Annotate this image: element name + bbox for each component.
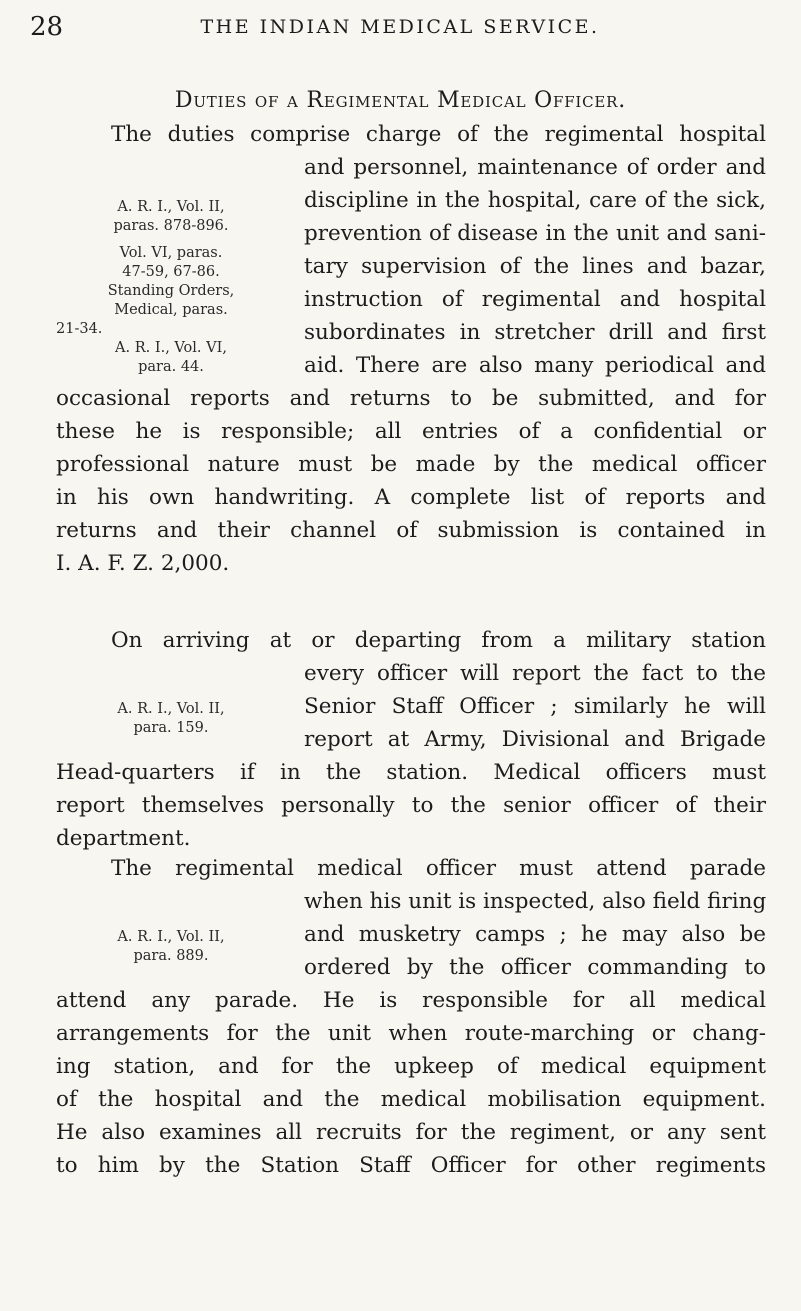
text-line: The duties comprise charge of the regimental hospital xyxy=(111,122,766,147)
margin-note-references-2 xyxy=(56,700,286,738)
text-line: when his unit is inspected, also field firing xyxy=(304,889,767,914)
text-line: department. xyxy=(56,826,191,851)
text-line: subordinates in stretcher drill and first xyxy=(304,320,766,345)
text-line: in his own handwriting. A complete list of reports and xyxy=(56,485,766,510)
text-line: attend any parade. He is responsible for all medical xyxy=(56,988,766,1013)
text-line: these he is responsible; all entries of a confidential or xyxy=(56,419,766,444)
margin-note-line: Standing Orders, xyxy=(107,283,235,299)
margin-note-line: para. 44. xyxy=(138,359,204,375)
text-line: arrangements for the unit when route-marching or chang- xyxy=(56,1021,766,1046)
text-line: ing station, and for the upkeep of medical equipment xyxy=(56,1054,766,1079)
margin-note-line: 47-59, 67-86. xyxy=(122,264,220,280)
margin-note-line: A. R. I., Vol. VI, xyxy=(115,340,227,356)
page-number: 28 xyxy=(30,12,64,42)
margin-note-line: A. R. I., Vol. II, xyxy=(117,701,225,717)
text-line: returns and their channel of submission is contained in xyxy=(56,518,766,543)
text-line: every officer will report the fact to the xyxy=(304,661,766,686)
text-line: He also examines all recruits for the regiment, or any sent xyxy=(56,1120,766,1145)
text-line: occasional reports and returns to be submitted, and for xyxy=(56,386,766,411)
margin-note-references-3 xyxy=(56,928,286,966)
page-header xyxy=(30,12,770,42)
margin-note-line: para. 889. xyxy=(133,948,209,964)
paragraph-reporting xyxy=(56,624,766,855)
text-line: instruction of regimental and hospital xyxy=(304,287,766,312)
margin-note-line: paras. 878-896. xyxy=(113,218,229,234)
running-head: THE INDIAN MEDICAL SERVICE. xyxy=(200,16,600,38)
margin-note-line: Medical, paras. xyxy=(114,302,228,318)
margin-note-line: para. 159. xyxy=(133,720,209,736)
text-line: Head-quarters if in the station. Medical officers must xyxy=(56,760,766,785)
text-line: I. A. F. Z. 2,000. xyxy=(56,551,230,576)
text-line: ordered by the officer commanding to xyxy=(304,955,766,980)
margin-note-line: A. R. I., Vol. II, xyxy=(117,199,225,215)
text-line: discipline in the hospital, care of the sick, xyxy=(304,188,766,213)
text-line: prevention of disease in the unit and sani- xyxy=(304,221,766,246)
margin-note-references-1 xyxy=(56,198,286,377)
paragraph-parades xyxy=(56,852,766,1182)
text-line: On arriving at or departing from a military station xyxy=(111,628,766,653)
margin-note-line: Vol. VI, paras. xyxy=(119,245,223,261)
text-line: tary supervision of the lines and bazar, xyxy=(304,254,766,279)
margin-note-line: 21-34. xyxy=(56,321,103,337)
text-line: The regimental medical officer must attend parade xyxy=(111,856,766,881)
margin-note-line: A. R. I., Vol. II, xyxy=(117,929,225,945)
text-line: aid. There are also many periodical and xyxy=(304,353,766,378)
text-line: professional nature must be made by the medical officer xyxy=(56,452,766,477)
text-line: report themselves personally to the senior officer of their xyxy=(56,793,766,818)
text-line: of the hospital and the medical mobilisation equipment. xyxy=(56,1087,766,1112)
text-line: to him by the Station Staff Officer for other regiments xyxy=(56,1153,766,1178)
text-line: Senior Staff Officer ; similarly he will xyxy=(304,694,766,719)
section-heading: Duties of a Regimental Medical Officer. xyxy=(174,88,627,113)
text-line: report at Army, Divisional and Brigade xyxy=(304,727,766,752)
text-line: and personnel, maintenance of order and xyxy=(304,155,766,180)
text-line: and musketry camps ; he may also be xyxy=(304,922,766,947)
